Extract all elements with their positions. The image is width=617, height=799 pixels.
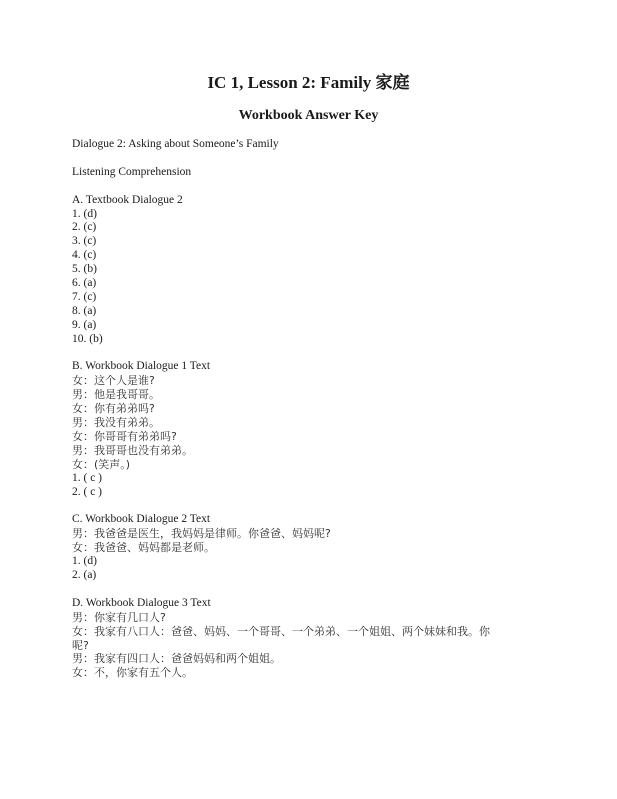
spacer	[72, 152, 552, 166]
spacer	[72, 347, 552, 361]
dialogue-line: 女：你哥哥有弟弟吗?	[72, 429, 177, 443]
answer-item: 6. (a)	[72, 277, 97, 290]
dialogue-line: 女：我家有八口人：爸爸、妈妈、一个哥哥、一个弟弟、一个姐姐、两个妹妹和我。你	[72, 624, 490, 638]
answer-item: 1. (d)	[72, 555, 97, 568]
answer-item: 9. (a)	[72, 318, 97, 331]
section-b	[72, 360, 552, 499]
section-d	[72, 597, 552, 680]
answer-item: 10. (b)	[72, 332, 103, 345]
answer-item: 4. (c)	[72, 249, 97, 262]
answer-item: 1. (d)	[72, 207, 97, 220]
dialogue-line: 男：我没有弟弟。	[72, 416, 160, 430]
dialogue-line: 女：这个人是谁?	[72, 374, 155, 388]
section-a-heading: A. Textbook Dialogue 2	[72, 193, 183, 206]
dialogue-line: 男：他是我哥哥。	[72, 388, 160, 402]
answer-item: 3. (c)	[72, 235, 97, 248]
spacer	[72, 583, 552, 597]
dialogue-heading: Dialogue 2: Asking about Someone’s Family	[72, 138, 279, 150]
section-c	[72, 513, 552, 583]
dialogue-line: 呢?	[72, 638, 89, 652]
spacer	[72, 180, 552, 194]
section-d-heading: D. Workbook Dialogue 3 Text	[72, 596, 211, 609]
dialogue-line: 男：我家有四口人：爸爸妈妈和两个姐姐。	[72, 652, 281, 666]
dialogue-line: 女：我爸爸、妈妈都是老师。	[72, 541, 215, 555]
answer-item: 7. (c)	[72, 290, 97, 303]
dialogue-line: 女：你有弟弟吗?	[72, 402, 155, 416]
page-subtitle: Workbook Answer Key	[238, 108, 379, 123]
section-c-heading: C. Workbook Dialogue 2 Text	[72, 513, 211, 526]
dialogue-line: 女：不，你家有五个人。	[72, 666, 193, 680]
section-b-heading: B. Workbook Dialogue 1 Text	[72, 360, 211, 373]
dialogue-line: 男：我爸爸是医生，我妈妈是律师。你爸爸、妈妈呢?	[72, 527, 331, 541]
spacer	[72, 500, 552, 514]
answer-item: 2. ( c )	[72, 485, 103, 498]
answer-item: 5. (b)	[72, 263, 97, 276]
document-body	[72, 138, 552, 680]
section-heading: Listening Comprehension	[72, 165, 192, 178]
answer-item: 2. (a)	[72, 569, 97, 582]
dialogue-line: 男：你家有几口人?	[72, 610, 166, 624]
page-title: IC 1, Lesson 2: Family 家庭	[207, 73, 410, 92]
section-a	[72, 194, 552, 347]
answer-item: 8. (a)	[72, 304, 97, 317]
answer-item: 1. ( c )	[72, 471, 103, 484]
answer-item: 2. (c)	[72, 221, 97, 234]
dialogue-line: 男：我哥哥也没有弟弟。	[72, 443, 193, 457]
dialogue-line: 女：(笑声。)	[72, 457, 131, 471]
